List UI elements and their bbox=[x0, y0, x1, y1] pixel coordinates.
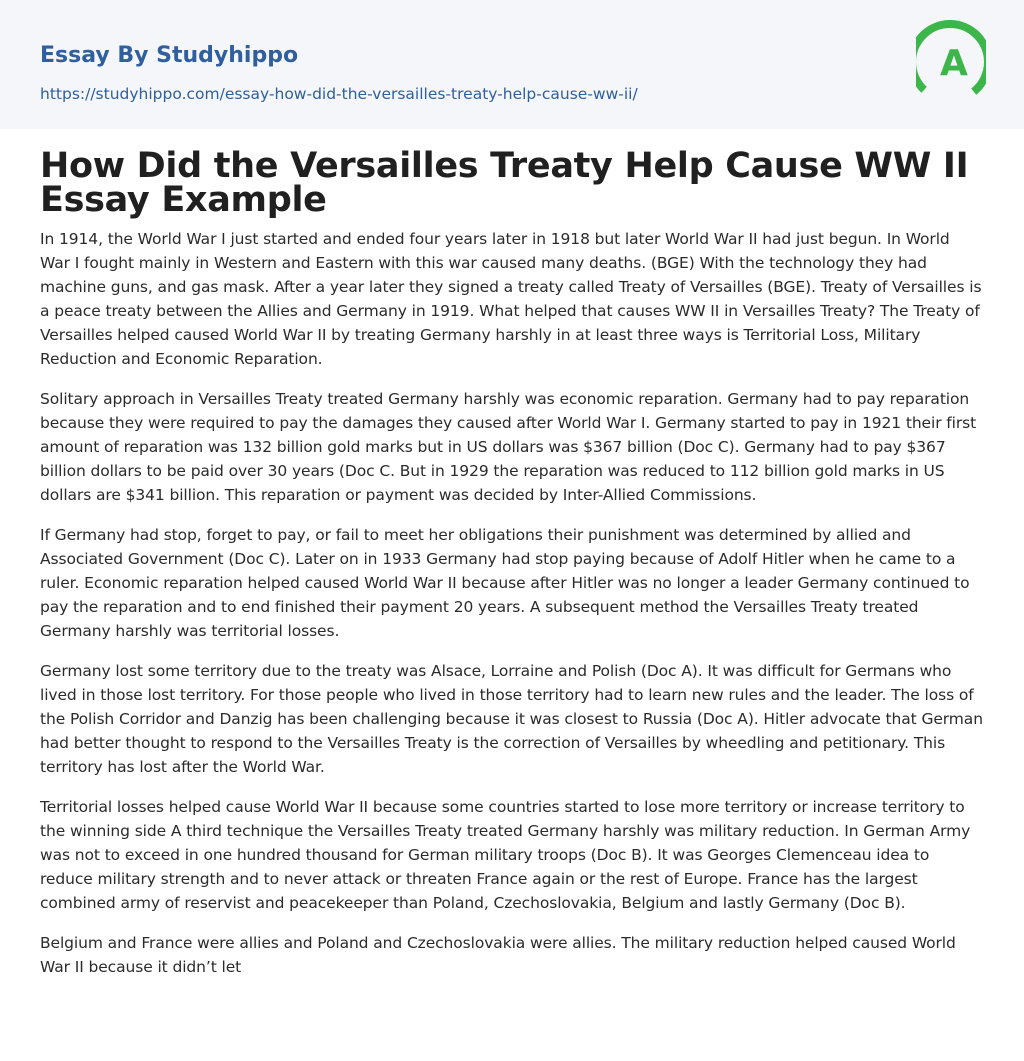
article-paragraph: Solitary approach in Versailles Treaty treated Germany harshly was economic reparation. Germany had to pay reparation because they were required to pay the damages they caused after World War I. Germany started to pay in 1921 their first amount of reparation was 132 billion gold marks but in US dollars was $367 billion (Doc C). Germany had to pay $367 billion dollars to be paid over 30 years (Doc C. But in 1929 the reparation was reduced to 112 billion gold marks in US dollars are $341 billion. This reparation or payment was decided by Inter-Allied Commissions. bbox=[40, 390, 977, 504]
article-paragraph: In 1914, the World War I just started and ended four years later in 1918 but later World War II had just begun. In World War I fought mainly in Western and Eastern with this war caused many deaths. (BGE) With the technology they had machine guns, and gas mask. After a year later they signed a treaty called Treaty of Versailles (BGE). Treaty of Versailles is a peace treaty between the Allies and Germany in 1919. What helped that causes WW II in Versailles Treaty? The Treaty of Versailles helped caused World War II by treating Germany harshly in at least three ways is Territorial Loss, Military Reduction and Economic Reparation. bbox=[40, 230, 982, 368]
site-header bbox=[0, 0, 1024, 129]
article-title: How Did the Versailles Treaty Help Cause WW II Essay Example bbox=[40, 146, 969, 220]
article bbox=[0, 129, 1024, 979]
article-paragraph: If Germany had stop, forget to pay, or fail to meet her obligations their punishment was determined by allied and Associated Government (Doc C). Later on in 1933 Germany had stop paying because of Adolf Hitler when he came to a ruler. Economic reparation helped caused World War II because after Hitler was no longer a leader Germany continued to pay the reparation and to end finished their payment 20 years. A subsequent method the Versailles Treaty treated Germany harshly was territorial losses. bbox=[40, 526, 970, 640]
article-paragraph: Territorial losses helped cause World War II because some countries started to lose more territory or increase territory to the winning side A third technique the Versailles Treaty treated Germany harshly was military reduction. In German Army was not to exceed in one hundred thousand for German military troops (Doc B). It was Georges Clemenceau idea to reduce military strength and to never attack or threaten France again or the rest of Europe. France has the largest combined army of reservist and peacekeeper than Poland, Czechoslovakia, Belgium and lastly Germany (Doc B). bbox=[40, 798, 971, 912]
essay-url-link[interactable]: https://studyhippo.com/essay-how-did-the-versailles-treaty-help-cause-ww-ii/ bbox=[40, 85, 638, 103]
article-paragraph: Germany lost some territory due to the treaty was Alsace, Lorraine and Polish (Doc A). It was difficult for Germans who lived in those lost territory. For those people who lived in those territory had to learn new rules and the leader. The loss of the Polish Corridor and Danzig has been challenging because it was closest to Russia (Doc A). Hitler advocate that German had better thought to respond to the Versailles Treaty is the correction of Versailles by wheedling and petitionary. This territory has lost after the World War. bbox=[40, 662, 983, 776]
logo-letter: A bbox=[940, 43, 968, 84]
site-brand[interactable]: Essay By Studyhippo bbox=[40, 43, 299, 68]
article-paragraph: Belgium and France were allies and Poland and Czechoslovakia were allies. The military reduction helped caused World War II because it didn’t let bbox=[40, 934, 956, 976]
logo-graphic bbox=[916, 18, 986, 106]
studyhippo-logo-icon[interactable] bbox=[916, 18, 986, 106]
